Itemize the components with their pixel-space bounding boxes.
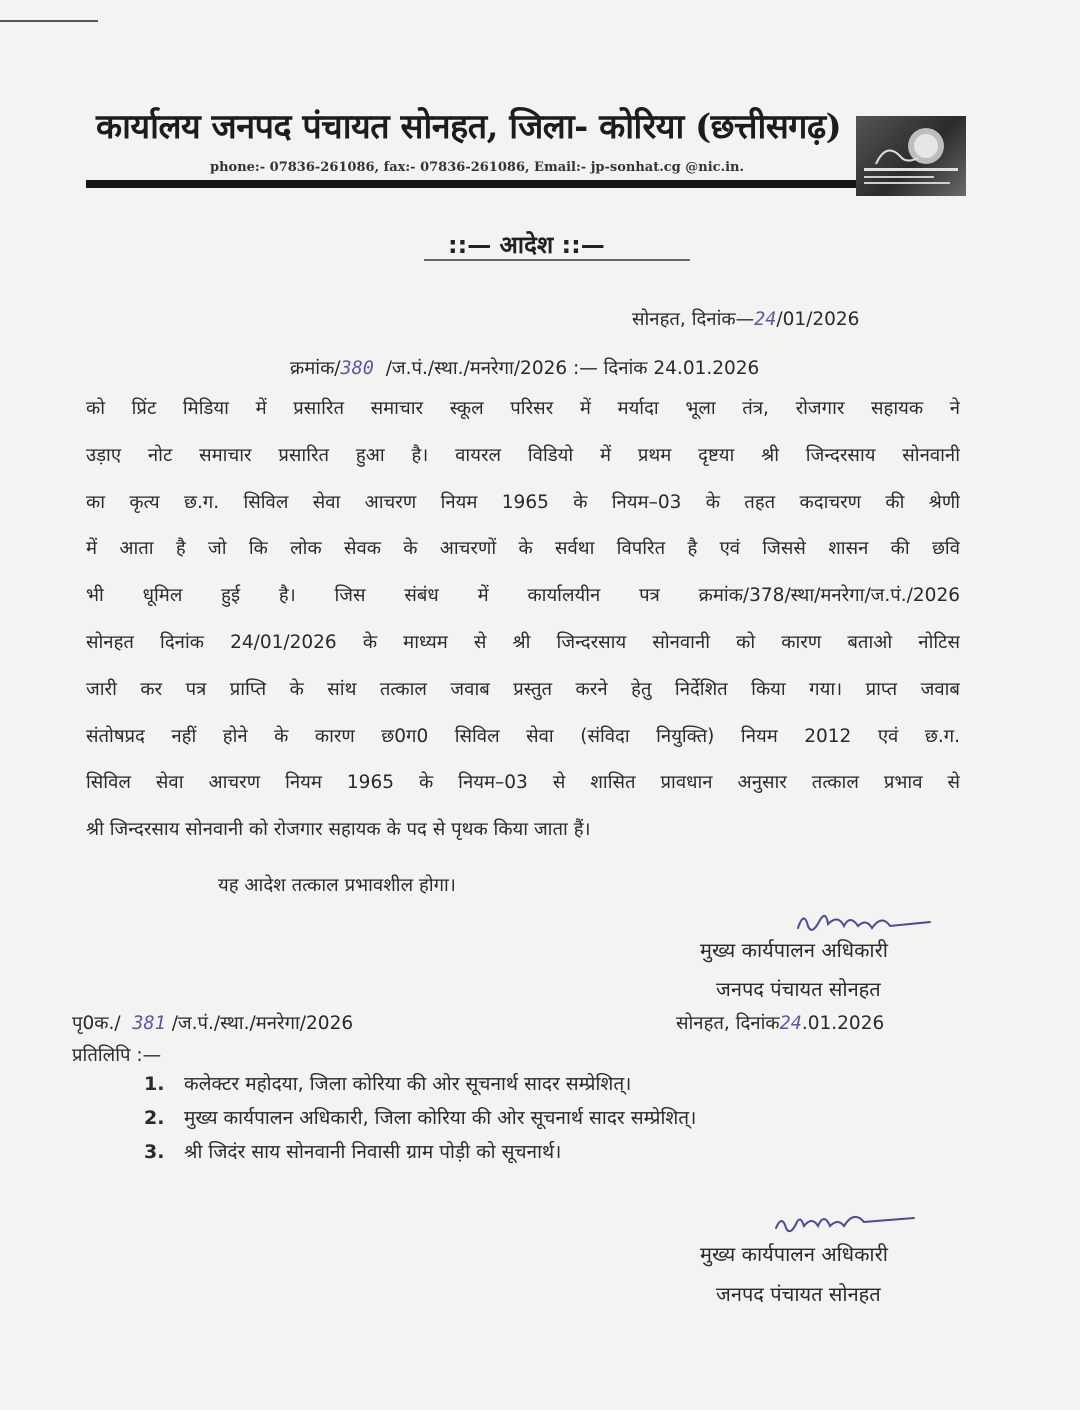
handwritten-endorsement-date: 24 (779, 1013, 802, 1034)
copy-item: 2. मुख्य कार्यपालन अधिकारी, जिला कोरिया की ओर सूचनार्थ सादर सम्प्रेशित्। (144, 1107, 697, 1129)
body-line: उड़ाए नोट समाचार प्रसारित हुआ है। वायरल विडियो में प्रथम दृष्टया श्री जिन्दरसाय सोनवानी (86, 444, 960, 466)
endorsement-date: सोनहत, दिनांक24.01.2026 (676, 1013, 885, 1034)
body-line: जारी कर पत्र प्राप्ति के सांथ तत्काल जवाब प्रस्तुत करने हेतु निर्देशित किया गया। प्राप्त जवाब (86, 678, 960, 700)
signatory-office: जनपद पंचायत सोनहत (716, 1282, 881, 1306)
handwritten-endorsement-number: 381 (132, 1013, 166, 1034)
letterhead-rule (86, 180, 966, 188)
signatory-office: जनपद पंचायत सोनहत (716, 977, 881, 1001)
handwritten-date: 24 (754, 309, 777, 330)
body-line: सिविल सेवा आचरण नियम 1965 के नियम–03 से शासित प्रावधान अनुसार तत्काल प्रभाव से (86, 772, 960, 794)
letterhead-title: कार्यालय जनपद पंचायत सोनहत, जिला- कोरिया (छत्तीसगढ़) (96, 107, 842, 147)
order-reference: क्रमांक/380 /ज.पं./स्था./मनरेगा/2026 :— दिनांक 24.01.2026 (290, 358, 760, 379)
copy-label: प्रतिलिपि :— (72, 1045, 162, 1066)
body-line: भी धूमिल हुई है। जिस संबंध में कार्यालयीन पत्र क्रमांक/378/स्था/मनरेगा/ज.पं./2026 (86, 585, 960, 607)
handwritten-ref-number: 380 (340, 358, 374, 379)
body-line: में आता है जो कि लोक सेवक के आचरणों के सर्वथा विपरित है एवं जिससे शासन की छवि (86, 538, 960, 560)
place-date: सोनहत, दिनांक—24/01/2026 (632, 309, 860, 330)
mahatma-gandhi-emblem-icon (856, 116, 966, 196)
heading-underline (424, 259, 690, 261)
body-line: संतोषप्रद नहीं होने के कारण छ0ग0 सिविल सेवा (संविदा नियुक्ति) नियम 2012 एवं छ.ग. (86, 725, 960, 747)
signatory-title: मुख्य कार्यपालन अधिकारी (700, 938, 888, 962)
signatory-title: मुख्य कार्यपालन अधिकारी (700, 1242, 888, 1266)
copy-item: 1. कलेक्टर महोदया, जिला कोरिया की ओर सूचनार्थ सादर सम्प्रेशित्। (144, 1073, 632, 1095)
body-line: श्री जिन्दरसाय सोनवानी को रोजगार सहायक के पद से पृथक किया जाता हैं। (86, 819, 591, 841)
effective-statement: यह आदेश तत्काल प्रभावशील होगा। (218, 875, 456, 896)
letterhead-contact: phone:- 07836-261086, fax:- 07836-261086, Email:- jp-sonhat.cg @nic.in. (210, 160, 745, 175)
order-heading: ::— आदेश ::— (448, 231, 605, 259)
endorsement-reference: पृ0क./ 381 /ज.पं./स्था./मनरेगा/2026 (72, 1013, 354, 1034)
order-body (86, 386, 960, 854)
top-edge-line (0, 20, 98, 22)
copy-item: 3. श्री जिदंर साय सोनवानी निवासी ग्राम पोड़ी को सूचनार्थ। (144, 1141, 562, 1163)
body-line: को प्रिंट मिडिया में प्रसारित समाचार स्कूल परिसर में मर्यादा भूला तंत्र, रोजगार सहायक ने (86, 398, 960, 419)
body-line: सोनहत दिनांक 24/01/2026 के माध्यम से श्री जिन्दरसाय सोनवानी को कारण बताओ नोटिस (86, 631, 960, 653)
body-line: का कृत्य छ.ग. सिविल सेवा आचरण नियम 1965 के नियम–03 के तहत कदाचरण की श्रेणी (86, 491, 960, 513)
